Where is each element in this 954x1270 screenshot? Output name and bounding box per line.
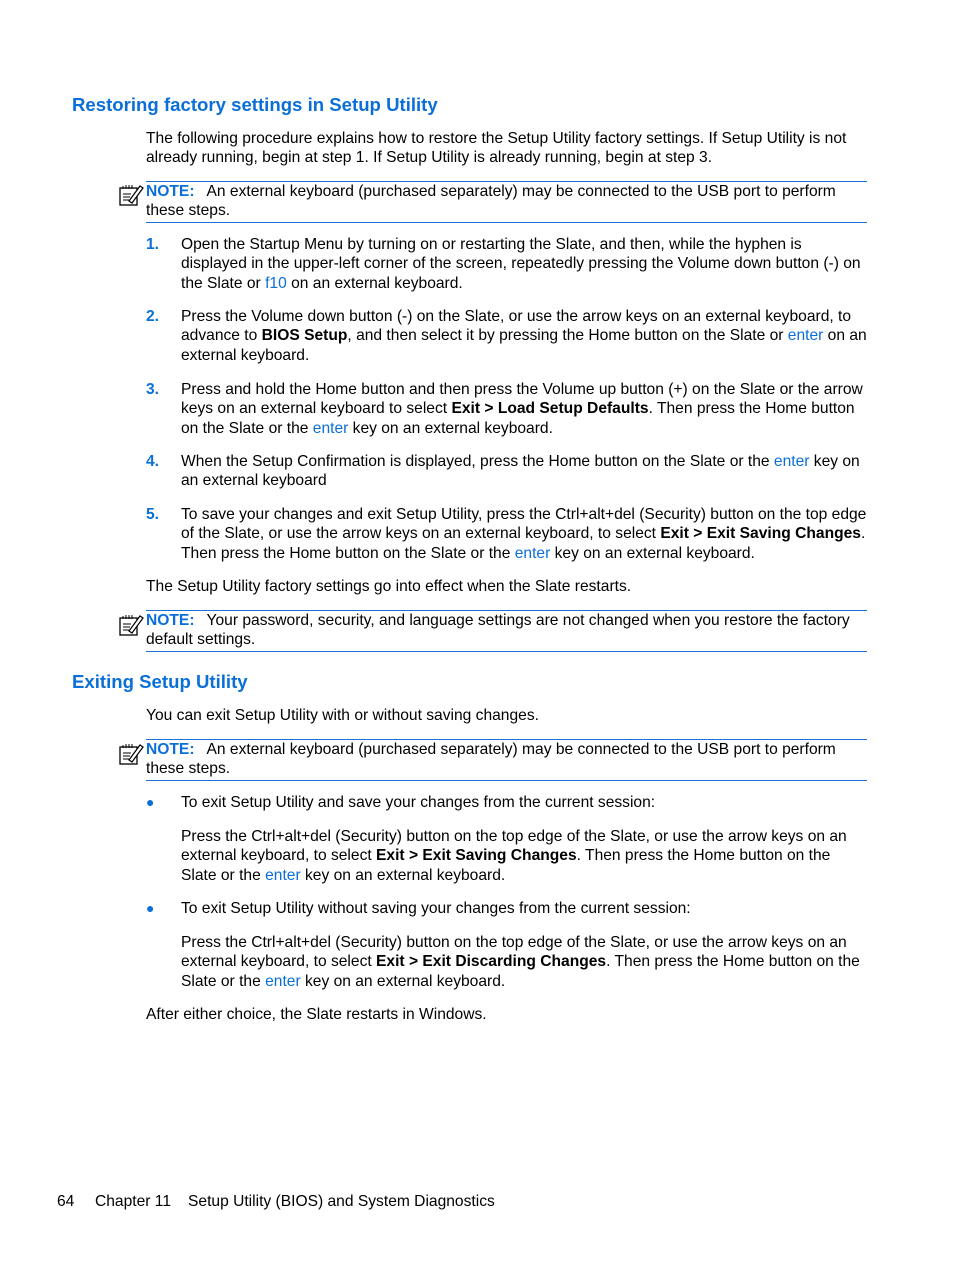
section1-closing: The Setup Utility factory settings go into effect when the Slate restarts. xyxy=(146,578,632,595)
bullet-lead: To exit Setup Utility without saving your changes from the current session: xyxy=(181,900,691,917)
step-text xyxy=(181,307,869,365)
step-number: 3. xyxy=(146,381,160,398)
step-text-part: . Then press the Home button on the Slate or the xyxy=(181,400,855,437)
note-label: NOTE: xyxy=(146,741,195,758)
step-text xyxy=(181,505,869,563)
step-number: 1. xyxy=(146,236,160,253)
note-text: Your password, security, and language settings are not changed when you restore the factory default settings. xyxy=(146,612,850,649)
bullet-text-part: . Then press the Home button on the Slate or the xyxy=(181,847,831,884)
key-name: enter xyxy=(787,327,824,345)
bullet-detail xyxy=(181,827,869,885)
note-box xyxy=(146,739,867,781)
footer-chapter-title: Setup Utility (BIOS) and System Diagnostics xyxy=(188,1193,495,1210)
bullet-text-part: Press the Ctrl+alt+del (Security) button on the top edge of the Slate, or use the arrow keys on an external keyboard, to select xyxy=(181,828,847,865)
step-text xyxy=(181,380,869,438)
step-text-part: on an external keyboard. xyxy=(181,327,867,364)
step-text-part: Press and hold the Home button and then press the Volume up button (+) on the Slate or the arrow keys on an external keyboard to select xyxy=(181,381,863,418)
bullet-text-part: key on an external keyboard. xyxy=(300,972,506,990)
step-number: 2. xyxy=(146,308,160,325)
section2-intro: You can exit Setup Utility with or without saving changes. xyxy=(146,707,539,724)
note-box xyxy=(146,610,867,652)
note-pencil-icon xyxy=(118,741,144,767)
bullet-detail xyxy=(181,933,869,991)
section-heading-exiting: Exiting Setup Utility xyxy=(72,671,248,692)
step-text-part: When the Setup Confirmation is displayed, press the Home button on the Slate or the xyxy=(181,453,774,470)
note-box xyxy=(146,181,867,223)
step-text-part: key on an external keyboard xyxy=(181,453,860,490)
step-text-part: To save your changes and exit Setup Utility, press the Ctrl+alt+del (Security) button on the top edge of the Slate, or use the arrow keys on an external keyboard, to select xyxy=(181,506,867,543)
note-pencil-icon xyxy=(118,182,144,208)
step-number: 4. xyxy=(146,453,160,470)
menu-path: Exit > Exit Saving Changes xyxy=(376,847,577,865)
step-text-part: . Then press the Home button on the Slate or the xyxy=(181,525,866,562)
key-name: enter xyxy=(514,544,551,562)
bullet-text-part: . Then press the Home button on the Slate or the xyxy=(181,953,860,990)
bullet-lead: To exit Setup Utility and save your changes from the current session: xyxy=(181,794,656,811)
note-text: An external keyboard (purchased separately) may be connected to the USB port to perform these steps. xyxy=(146,741,836,778)
key-name: f10 xyxy=(265,274,287,292)
note-label: NOTE: xyxy=(146,612,195,629)
footer-chapter: Chapter 11 xyxy=(95,1193,171,1210)
key-name: enter xyxy=(312,419,349,437)
key-name: enter xyxy=(773,453,810,470)
key-name: enter xyxy=(265,972,301,990)
section1-intro: The following procedure explains how to restore the Setup Utility factory settings. If Setup Utility is not already running, begin at step 1. If Setup Utility is already running, begin at step 3. xyxy=(146,130,847,167)
bullet-text-part: Press the Ctrl+alt+del (Security) button on the top edge of the Slate, or use the arrow keys on an external keyboard, to select xyxy=(181,934,847,971)
step-text-part: , and then select it by pressing the Home button on the Slate or xyxy=(347,327,788,345)
note-pencil-icon xyxy=(118,612,144,638)
step-text-part: Open the Startup Menu by turning on or restarting the Slate, and then, while the hyphen is displayed in the upper-left corner of the screen, repeatedly pressing the Volume down button (-) on the Slate or xyxy=(181,236,861,292)
menu-path: Exit > Exit Saving Changes xyxy=(660,525,861,543)
menu-path: Exit > Load Setup Defaults xyxy=(451,400,649,418)
menu-path: BIOS Setup xyxy=(261,327,348,345)
step-text xyxy=(181,452,869,491)
step-text xyxy=(181,235,869,293)
step-text-part: key on an external keyboard. xyxy=(348,419,553,437)
note-label: NOTE: xyxy=(146,183,195,200)
note-text: An external keyboard (purchased separately) may be connected to the USB port to perform these steps. xyxy=(146,183,836,220)
step-number: 5. xyxy=(146,506,160,523)
page-number: 64 xyxy=(57,1193,75,1210)
key-name: enter xyxy=(265,866,301,884)
bullet-dot: ● xyxy=(146,900,155,916)
bullet-dot: ● xyxy=(146,794,155,810)
step-text-part: Press the Volume down button (-) on the Slate, or use the arrow keys on an external keyboard, to advance to xyxy=(181,308,852,345)
menu-path: Exit > Exit Discarding Changes xyxy=(376,953,607,971)
section-heading-restoring: Restoring factory settings in Setup Utility xyxy=(72,94,438,115)
bullet-text-part: key on an external keyboard. xyxy=(300,866,506,884)
section2-closing: After either choice, the Slate restarts in Windows. xyxy=(146,1006,487,1023)
step-text-part: on an external keyboard. xyxy=(286,274,463,292)
step-text-part: key on an external keyboard. xyxy=(550,544,755,562)
